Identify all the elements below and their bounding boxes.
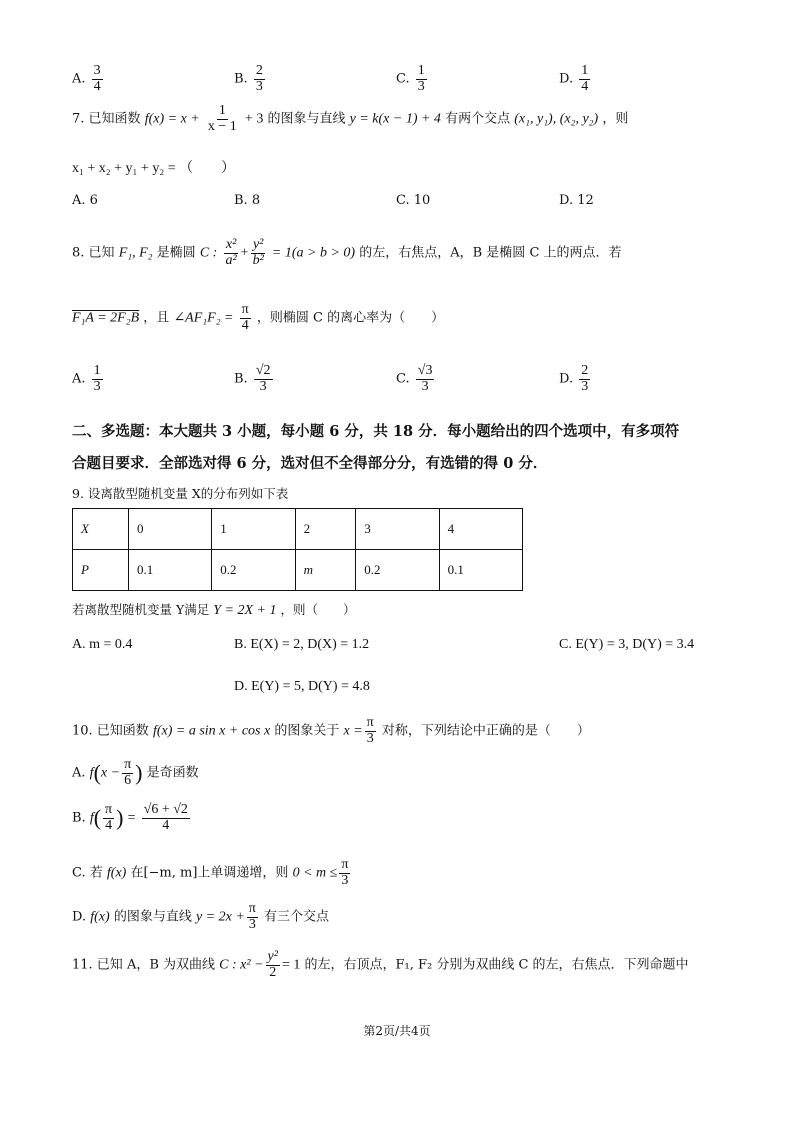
numerator: 2 (255, 63, 263, 78)
option-label: B. (234, 371, 248, 387)
table-cell: 3 (356, 509, 439, 550)
option-label: B. (234, 71, 248, 87)
table-cell: 2 (295, 509, 356, 550)
q7-function: f(x) = x + (144, 111, 200, 127)
q10-option-d (72, 902, 329, 932)
option-label: D. (72, 909, 87, 925)
fraction (251, 238, 266, 268)
fraction (416, 64, 427, 94)
q11-stem (72, 950, 689, 980)
q10-option-c (72, 858, 352, 888)
table-cell: 4 (439, 509, 522, 550)
fraction (579, 64, 590, 94)
q10-axis: x = (343, 723, 363, 739)
q7-option-a: A. 6 (72, 193, 98, 208)
fraction (247, 902, 258, 932)
q11-prefix: 11. 已知 A，B 为双曲线 (72, 957, 216, 973)
numerator: π (124, 757, 132, 772)
fraction (339, 858, 350, 888)
q10-text: 是奇函数 (146, 765, 199, 781)
fraction (122, 758, 133, 788)
q6-option-d (559, 64, 592, 94)
numerator: π (341, 857, 349, 872)
numerator: 1 (93, 363, 101, 378)
denominator: 3 (255, 78, 263, 94)
q9-option-c: C. E(Y) = 3, D(Y) = 3.4 (559, 637, 695, 652)
q10-text: 对称，下列结论中正确的是（ ） (381, 723, 590, 739)
q8-angle: ∠AF₁F₂ = (173, 310, 234, 326)
q8-foci: F₁, F₂ (118, 245, 153, 261)
numerator: 2 (581, 363, 589, 378)
numerator: π (248, 901, 256, 916)
option-label: D. (559, 71, 574, 87)
q10-ineq: 0 < m ≤ (292, 865, 338, 881)
numerator: √6 + √2 (143, 802, 188, 817)
q8-option-b (234, 364, 275, 394)
distribution-table (72, 508, 523, 591)
q9-intro: 9. 设离散型随机变量 X的分布列如下表 (72, 486, 289, 501)
q8-text: 是椭圆 (156, 245, 196, 261)
page-footer: 第2页/共4页 (363, 1024, 431, 1038)
numerator: 1 (581, 63, 589, 78)
q9-equation: Y = 2X + 1 (213, 603, 277, 618)
section-heading-line2: 合题目要求．全部选对得 6 分，选对但不全得部分分，有选错的得 0 分． (72, 455, 548, 472)
denominator: b² (252, 252, 264, 268)
denominator: 4 (581, 78, 589, 94)
table-cell: P (73, 550, 129, 591)
denominator: 3 (417, 78, 425, 94)
q7-stem (72, 104, 628, 134)
q9-text: 若离散型随机变量 Y满足 (72, 602, 210, 617)
q10-stem (72, 716, 590, 746)
q9-option-b: B. E(X) = 2, D(X) = 1.2 (234, 637, 370, 652)
numerator: x² (225, 237, 237, 252)
q8-option-a (72, 364, 105, 394)
q8-text: ，且 (143, 310, 170, 326)
fraction (142, 803, 190, 833)
q7-text: 有两个交点 (445, 111, 511, 127)
q8-condition: = 1(a > b > 0) (271, 245, 356, 261)
fraction (92, 64, 103, 94)
q10-text: 的图象关于 (274, 723, 340, 739)
q10-text: 在[−m, m]上单调递增，则 (130, 865, 289, 881)
q10-f: f(x) (90, 909, 110, 925)
denominator: 3 (366, 730, 374, 746)
q7-prefix: 7. 已知函数 (72, 111, 141, 127)
denominator: 3 (248, 916, 256, 932)
fraction (254, 64, 265, 94)
numerator: π (366, 715, 374, 730)
table-cell: X (73, 509, 129, 550)
denominator: 3 (93, 378, 101, 394)
numerator: π (241, 302, 249, 317)
fraction (365, 716, 376, 746)
q7-option-d: D. 12 (559, 193, 594, 208)
q8-option-d (559, 364, 592, 394)
denominator: 3 (259, 378, 267, 394)
denominator: 4 (241, 317, 249, 333)
q8-text: 的左，右焦点，A，B 是椭圆 C 上的两点．若 (359, 245, 622, 261)
q6-option-b (234, 64, 267, 94)
q10-arg: x − (100, 765, 121, 781)
q8-vector-eq: F₁A = 2F₂B (72, 310, 140, 326)
numerator: 3 (93, 63, 101, 78)
denominator: 3 (421, 378, 429, 394)
numerator: √3 (417, 363, 433, 378)
table-cell: m (295, 550, 356, 591)
q8-prefix: 8. 已知 (72, 245, 115, 261)
q10-eq: = (127, 810, 136, 826)
q11-curve: C : x² − (219, 957, 264, 973)
q6-option-c (396, 64, 429, 94)
q8-text: ，则椭圆 C 的离心率为（ ） (256, 310, 445, 326)
q10-line: y = 2x + (195, 909, 245, 925)
option-label: C. (396, 71, 410, 87)
option-label: A. (72, 371, 86, 387)
denominator: 4 (93, 78, 101, 94)
fraction (206, 104, 239, 134)
q10-text: 的图象与直线 (113, 909, 192, 925)
q11-text: 的左，右顶点，F₁, F₂ 分别为双曲线 C 的左，右焦点．下列命题中 (304, 957, 689, 973)
q7-function-tail: + 3 (244, 111, 264, 127)
table-cell: 0.2 (356, 550, 439, 591)
numerator: π (105, 802, 113, 817)
q10-f: f(x) (106, 865, 127, 881)
denominator: 4 (162, 817, 170, 833)
q8-ellipse-name: C : (199, 245, 218, 261)
fraction (103, 803, 114, 833)
q7-option-b: B. 8 (234, 193, 261, 208)
numerator: 1 (417, 63, 425, 78)
option-label: C. 若 (72, 865, 103, 881)
fraction (240, 303, 251, 333)
fraction (254, 364, 273, 394)
q7-option-c: C. 10 (396, 193, 431, 208)
denominator: 3 (581, 378, 589, 394)
q10-function: f(x) = a sin x + cos x (152, 723, 271, 739)
q8-option-c (396, 364, 436, 394)
option-label: C. (396, 371, 410, 387)
q9-option-a: A. m = 0.4 (72, 637, 133, 652)
q10-f: f (89, 765, 94, 781)
table-row (73, 509, 523, 550)
fraction (266, 950, 280, 980)
q10-f: f (89, 810, 94, 826)
fraction (416, 364, 435, 394)
q9-text: ，则（ ） (280, 602, 356, 617)
table-row (73, 550, 523, 591)
q10-text: 有三个交点 (264, 909, 330, 925)
table-cell: 0.1 (128, 550, 211, 591)
denominator: 4 (105, 817, 113, 833)
q10-prefix: 10. 已知函数 (72, 723, 149, 739)
q9-condition (72, 600, 355, 619)
option-label: D. (559, 371, 574, 387)
section-heading-line1: 二、多选题：本大题共 3 小题，每小题 6 分，共 18 分．每小题给出的四个选项中，有多项符 (72, 423, 680, 440)
numerator: y² (267, 949, 278, 964)
fraction (92, 364, 103, 394)
table-cell: 1 (212, 509, 295, 550)
q6-option-a (72, 64, 105, 94)
denominator: 2 (269, 964, 277, 980)
q11-eq: = 1 (281, 957, 301, 973)
option-label: A. (72, 765, 86, 781)
q8-stem-line2 (72, 303, 444, 333)
denominator: a² (225, 252, 237, 268)
q10-option-b: B. f( $\frac{\pi}{4}$ ) = $\frac{√6 + √2}{4}$ (72, 802, 188, 833)
denominator: x − 1 (207, 118, 237, 134)
denominator: 3 (341, 872, 349, 888)
fraction (223, 238, 238, 268)
table-cell: 0.1 (439, 550, 522, 591)
q7-text: ，则 (602, 111, 629, 127)
table-cell: 0.2 (212, 550, 295, 591)
option-label: B. (72, 810, 86, 826)
q7-points: (x₁, y₁), (x₂, y₂) (514, 111, 599, 127)
q7-question-line: x₁ + x₂ + y₁ + y₂ = （ ） (72, 161, 236, 176)
q7-line: y = k(x − 1) + 4 (349, 111, 441, 127)
numerator: 1 (218, 103, 226, 118)
fraction (579, 364, 590, 394)
numerator: √2 (255, 363, 271, 378)
numerator: y² (252, 237, 264, 252)
q7-text: 的图象与直线 (267, 111, 346, 127)
q9-option-d: D. E(Y) = 5, D(Y) = 4.8 (234, 679, 370, 694)
q8-stem: 8. 已知 F₁, F₂ 是椭圆 C : $\frac{\text{x²}}{\text{a²}}$ + $\frac{\text{y²}}{\text{b²}}$ = 1(a > b > 0) 的左，右焦点，A，B 是椭圆 C 上的两点．若 (72, 237, 622, 268)
q10-option-a: A. f(x − $\frac{\pi}{6}$ ) 是奇函数 (72, 757, 199, 788)
option-label: A. (72, 71, 86, 87)
denominator: 6 (124, 772, 132, 788)
table-cell: 0 (128, 509, 211, 550)
